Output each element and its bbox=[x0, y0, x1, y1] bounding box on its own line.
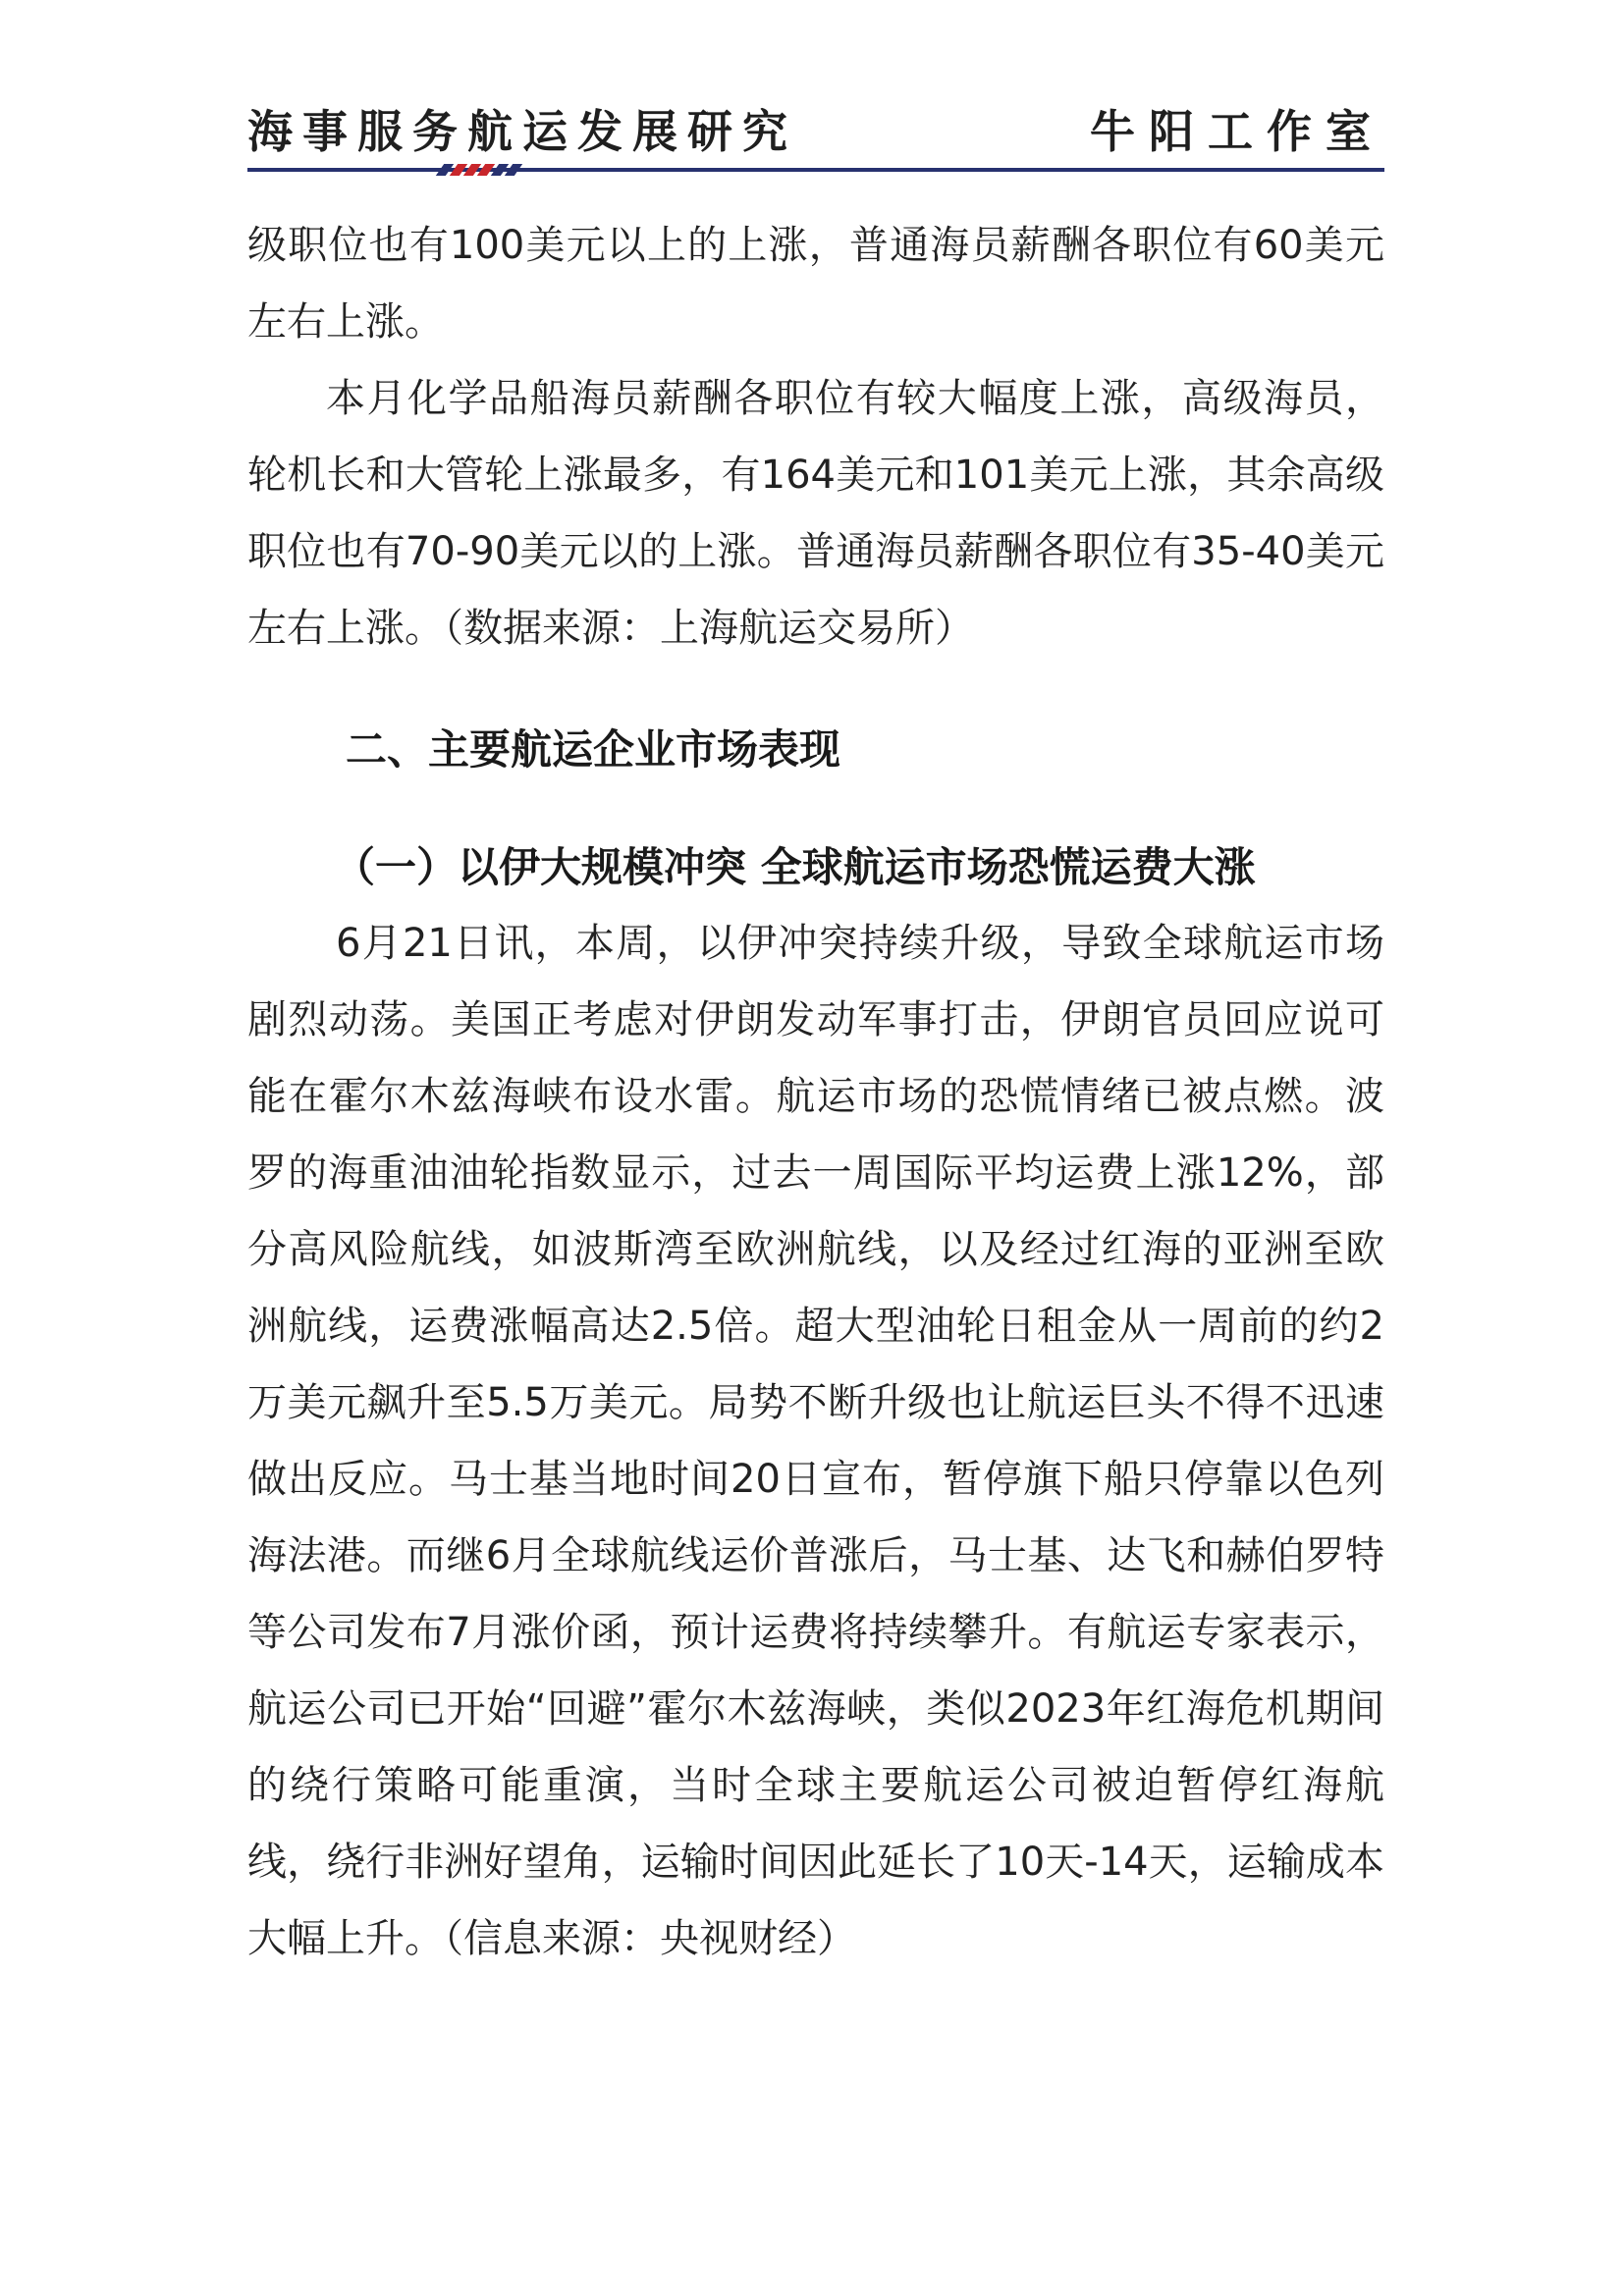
page-header bbox=[247, 96, 1384, 175]
section-heading: 二、主要航运企业市场表现 bbox=[346, 725, 841, 774]
header-left-title: 海事服务航运发展研究 bbox=[247, 105, 797, 158]
header-right-title: 牛阳工作室 bbox=[1090, 105, 1384, 158]
subsection-heading: （一）以伊大规模冲突 全球航运市场恐慌运费大涨 bbox=[334, 843, 1256, 891]
header-rule-accent bbox=[440, 164, 530, 176]
header-rule bbox=[247, 168, 1384, 172]
paragraph-chemical-tanker-wage: 本月化学品船海员薪酬各职位有较大幅度上涨，高级海员，轮机长和大管轮上涨最多，有164美元和101美元上涨，其余高级职位也有70-90美元以的上涨。普通海员薪酬各职位有35-40美元左右上涨。（数据来源：上海航运交易所） bbox=[247, 376, 1384, 651]
paragraph-seafarer-wage-1: 级职位也有100美元以上的上涨，普通海员薪酬各职位有60美元左右上涨。 bbox=[247, 223, 1384, 345]
paragraph-shipping-market-news: 6月21日讯，本周，以伊冲突持续升级，导致全球航运市场剧烈动荡。美国正考虑对伊朗发动军事打击，伊朗官员回应说可能在霍尔木兹海峡布设水雷。航运市场的恐慌情绪已被点燃。波罗的海重油油轮指数显示，过去一周国际平均运费上涨12%，部分高风险航线，如波斯湾至欧洲航线，以及经过红海的亚洲至欧洲航线，运费涨幅高达2.5倍。超大型油轮日租金从一周前的约2万美元飙升至5.5万美元。局势不断升级也让航运巨头不得不迅速做出反应。马士基当地时间20日宣布，暂停旗下船只停靠以色列海法港。而继6月全球航线运价普涨后，马士基、达飞和赫伯罗特等公司发布7月涨价函，预计运费将持续攀升。有航运专家表示，航运公司已开始“回避”霍尔木兹海峡，类似2023年红海危机期间的绕行策略可能重演，当时全球主要航运公司被迫暂停红海航线，绕行非洲好望角，运输时间因此延长了10天-14天，运输成本大幅上升。（信息来源：央视财经） bbox=[247, 921, 1384, 1961]
